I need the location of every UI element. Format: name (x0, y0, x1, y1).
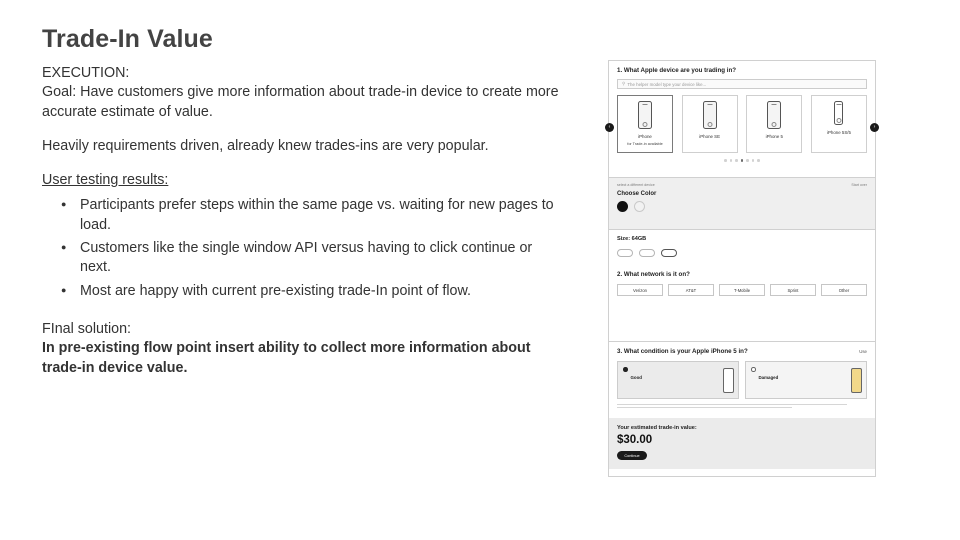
device-card[interactable] (682, 95, 738, 153)
goal-text: Goal: Have customers give more information about trade-in device to create more accurate estimate of value. (42, 84, 559, 120)
question-1-section (609, 61, 875, 178)
carousel-next-arrow-icon[interactable]: › (870, 123, 879, 132)
size-option-32gb[interactable] (639, 249, 655, 257)
list-item: ● Customers like the single window API versus having to click continue or next. (78, 239, 562, 278)
final-solution-text: In pre-existing flow point insert ability to collect more information about trade-in device value. (42, 340, 531, 376)
device-carousel[interactable] (617, 95, 867, 153)
carrier-option[interactable]: T-Mobile (719, 284, 765, 296)
condition-options[interactable] (617, 361, 867, 399)
text-placeholder-line (617, 404, 847, 405)
pager-dot[interactable] (746, 159, 749, 162)
user-testing-heading: User testing results: (42, 172, 169, 189)
pager-dot[interactable] (752, 159, 755, 162)
spacer (42, 156, 562, 171)
radio-icon[interactable] (751, 367, 756, 372)
carousel-pager[interactable] (617, 159, 867, 162)
condition-text (631, 366, 722, 394)
text-placeholder-line (617, 407, 792, 408)
color-section-toolbar (617, 183, 867, 187)
question-3-section (609, 342, 875, 418)
carousel-prev-arrow-icon[interactable]: ‹ (605, 123, 614, 132)
device-card[interactable] (617, 95, 673, 153)
condition-option-good[interactable] (617, 361, 739, 399)
phone-icon (638, 101, 652, 129)
final-solution-heading: FInal solution: (42, 320, 132, 337)
search-icon: ⚲ (622, 81, 626, 86)
phone-icon (723, 368, 734, 393)
size-label: Size: 64GB (617, 236, 647, 242)
carrier-options[interactable] (617, 284, 867, 296)
pager-dot[interactable] (724, 159, 727, 162)
phone-icon (703, 101, 717, 129)
device-name: iPhone SE (699, 134, 721, 139)
carrier-option[interactable]: Other (821, 284, 867, 296)
condition-text (759, 366, 850, 394)
size-option-16gb[interactable] (617, 249, 633, 257)
execution-heading: EXECUTION: (42, 65, 130, 81)
estimate-label: Your estimated trade-in value: (617, 425, 697, 431)
pager-dot[interactable] (730, 159, 733, 162)
phone-icon (767, 101, 781, 129)
carrier-option[interactable]: Sprint (770, 284, 816, 296)
fineprint (617, 404, 867, 408)
radio-icon[interactable] (623, 367, 628, 372)
question-1-label: 1. What Apple device are you trading in? (617, 67, 737, 74)
device-search-input[interactable] (617, 79, 867, 89)
device-search-placeholder: The helper model type your device like... (627, 81, 707, 87)
color-swatches[interactable] (617, 201, 867, 212)
size-options[interactable] (617, 249, 867, 257)
device-card[interactable] (746, 95, 802, 153)
page-title: Trade-In Value (42, 25, 213, 53)
requirements-text: Heavily requirements driven, already knew trades-ins are very popular. (42, 137, 489, 154)
condition-title: Damaged (758, 375, 779, 380)
carrier-option[interactable]: Verizon (617, 284, 663, 296)
start-over-link[interactable]: Start over (851, 183, 867, 187)
spacer (42, 305, 562, 320)
pager-dot-active[interactable] (741, 159, 744, 162)
choose-color-label: Choose Color (617, 191, 657, 197)
list-item: ● Most are happy with current pre-existing trade-In point of flow. (78, 282, 562, 301)
question-3-header (617, 348, 867, 355)
device-card[interactable] (811, 95, 867, 153)
device-name: iPhone 5S/5 (827, 130, 851, 135)
color-swatch-white[interactable] (634, 201, 645, 212)
choose-color-section (609, 178, 875, 230)
trade-in-mockup (608, 60, 876, 477)
question-2-label: 2. What network is it on? (617, 271, 690, 278)
phone-icon-damaged (851, 368, 862, 393)
spacer (42, 122, 562, 137)
estimate-value: $30.00 (617, 434, 653, 446)
estimate-section (609, 418, 875, 469)
condition-title: Good (630, 375, 642, 380)
pager-dot[interactable] (757, 159, 760, 162)
slide-body (42, 64, 562, 378)
size-option-64gb[interactable] (661, 249, 677, 257)
pager-dot[interactable] (735, 159, 738, 162)
device-sub: for Trade-in available (627, 142, 663, 146)
size-and-network-section (609, 230, 875, 342)
select-different-device-link[interactable]: select a different device (617, 183, 655, 187)
findings-list (42, 196, 562, 300)
phone-icon (834, 101, 843, 125)
question-3-label: 3. What condition is your Apple iPhone 5 in? (617, 348, 748, 355)
continue-button[interactable]: Continue (617, 451, 647, 460)
slide-text-column (42, 24, 562, 378)
device-name: iPhone 5 (765, 134, 783, 139)
color-swatch-black[interactable] (617, 201, 628, 212)
help-icon[interactable]: Use (859, 349, 867, 354)
device-name: iPhone (638, 134, 652, 139)
list-item: ● Participants prefer steps within the same page vs. waiting for new pages to load. (78, 196, 562, 235)
carrier-option[interactable]: AT&T (668, 284, 714, 296)
condition-option-damaged[interactable] (745, 361, 867, 399)
